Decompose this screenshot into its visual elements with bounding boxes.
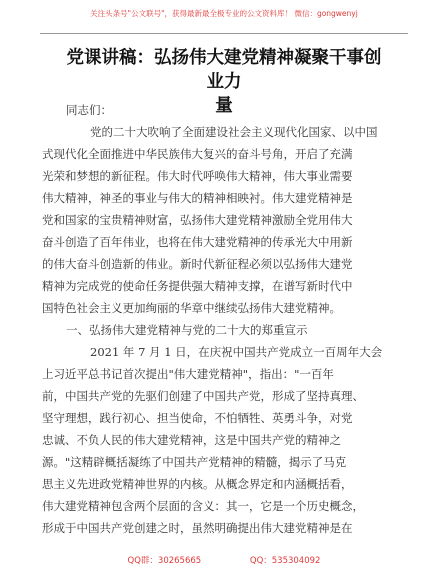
paragraph-line: 上习近平总书记首次提出"伟大建党精神"，指出："一百年 bbox=[42, 367, 334, 381]
title-line-1: 党课讲稿：弘扬伟大建党精神凝聚干事创业力 bbox=[66, 48, 382, 92]
paragraph-line: 式现代化全面推进中华民族伟大复兴的奋斗号角，开启了充满 bbox=[42, 147, 353, 161]
title-line-2: 量 bbox=[215, 96, 233, 116]
footer-contact bbox=[0, 554, 448, 566]
paragraph-line: 光荣和梦想的新征程。伟大时代呼唤伟大精神，伟大事业需要 bbox=[42, 169, 353, 183]
paragraph-line: 党和国家的宝贵精神财富，弘扬伟大建党精神激励全党用伟大 bbox=[42, 213, 353, 227]
document-body bbox=[42, 99, 386, 539]
paragraph-line: 党的二十大吹响了全面建设社会主义现代化国家、以中国 bbox=[90, 125, 378, 139]
footer-qq-group: QQ群：30265665 bbox=[127, 556, 202, 566]
paragraph-line: 2021 年 7 月 1 日，在庆祝中国共产党成立一百周年大会 bbox=[90, 345, 383, 359]
paragraph-line: 形成于中国共产党创建之时，虽然明确提出伟大建党精神是在 bbox=[42, 521, 353, 535]
header-divider bbox=[40, 33, 408, 34]
footer-qq: QQ：535304092 bbox=[249, 556, 321, 566]
salutation: 同志们： bbox=[66, 103, 112, 117]
paragraph-line: 前，中国共产党的先驱们创建了中国共产党，形成了坚持真理、 bbox=[42, 389, 364, 403]
paragraph-line: 源。"这精辟概括凝练了中国共产党精神的精髓，揭示了马克 bbox=[42, 455, 347, 469]
paragraph-line: 忠诚、不负人民的伟大建党精神，这是中国共产党的精神之 bbox=[42, 433, 341, 447]
paragraph-line: 国特色社会主义更加绚丽的华章中继续弘扬伟大建党精神。 bbox=[42, 301, 341, 315]
paragraph-line: 坚守理想，践行初心、担当使命，不怕牺牲、英勇斗争，对党 bbox=[42, 411, 353, 425]
paragraph-line: 伟大建党精神包含两个层面的含义：其一，它是一个历史概念， bbox=[42, 499, 364, 513]
header-note: 关注头条号"公文联号"，获得最新最全极专业的公文资料库！ 微信：gongwenyj bbox=[90, 9, 358, 18]
paragraph-line: 奋斗创造了百年伟业，也将在伟大建党精神的传承光大中用新 bbox=[42, 235, 353, 249]
section-heading: 一、弘扬伟大建党精神与党的二十大的郑重宣示 bbox=[66, 323, 308, 337]
paragraph-line: 精神为完成党的使命任务提供强大精神支撑，在谱写新时代中 bbox=[42, 279, 353, 293]
paragraph-line: 的伟大奋斗创造新的伟业。新时代新征程必须以弘扬伟大建党 bbox=[42, 257, 353, 271]
paragraph-line: 思主义先进政党精神世界的内核。从概念界定和内涵概括看， bbox=[42, 477, 353, 491]
paragraph-line: 伟大精神，神圣的事业与伟大的精神相映衬。伟大建党精神是 bbox=[42, 191, 353, 205]
